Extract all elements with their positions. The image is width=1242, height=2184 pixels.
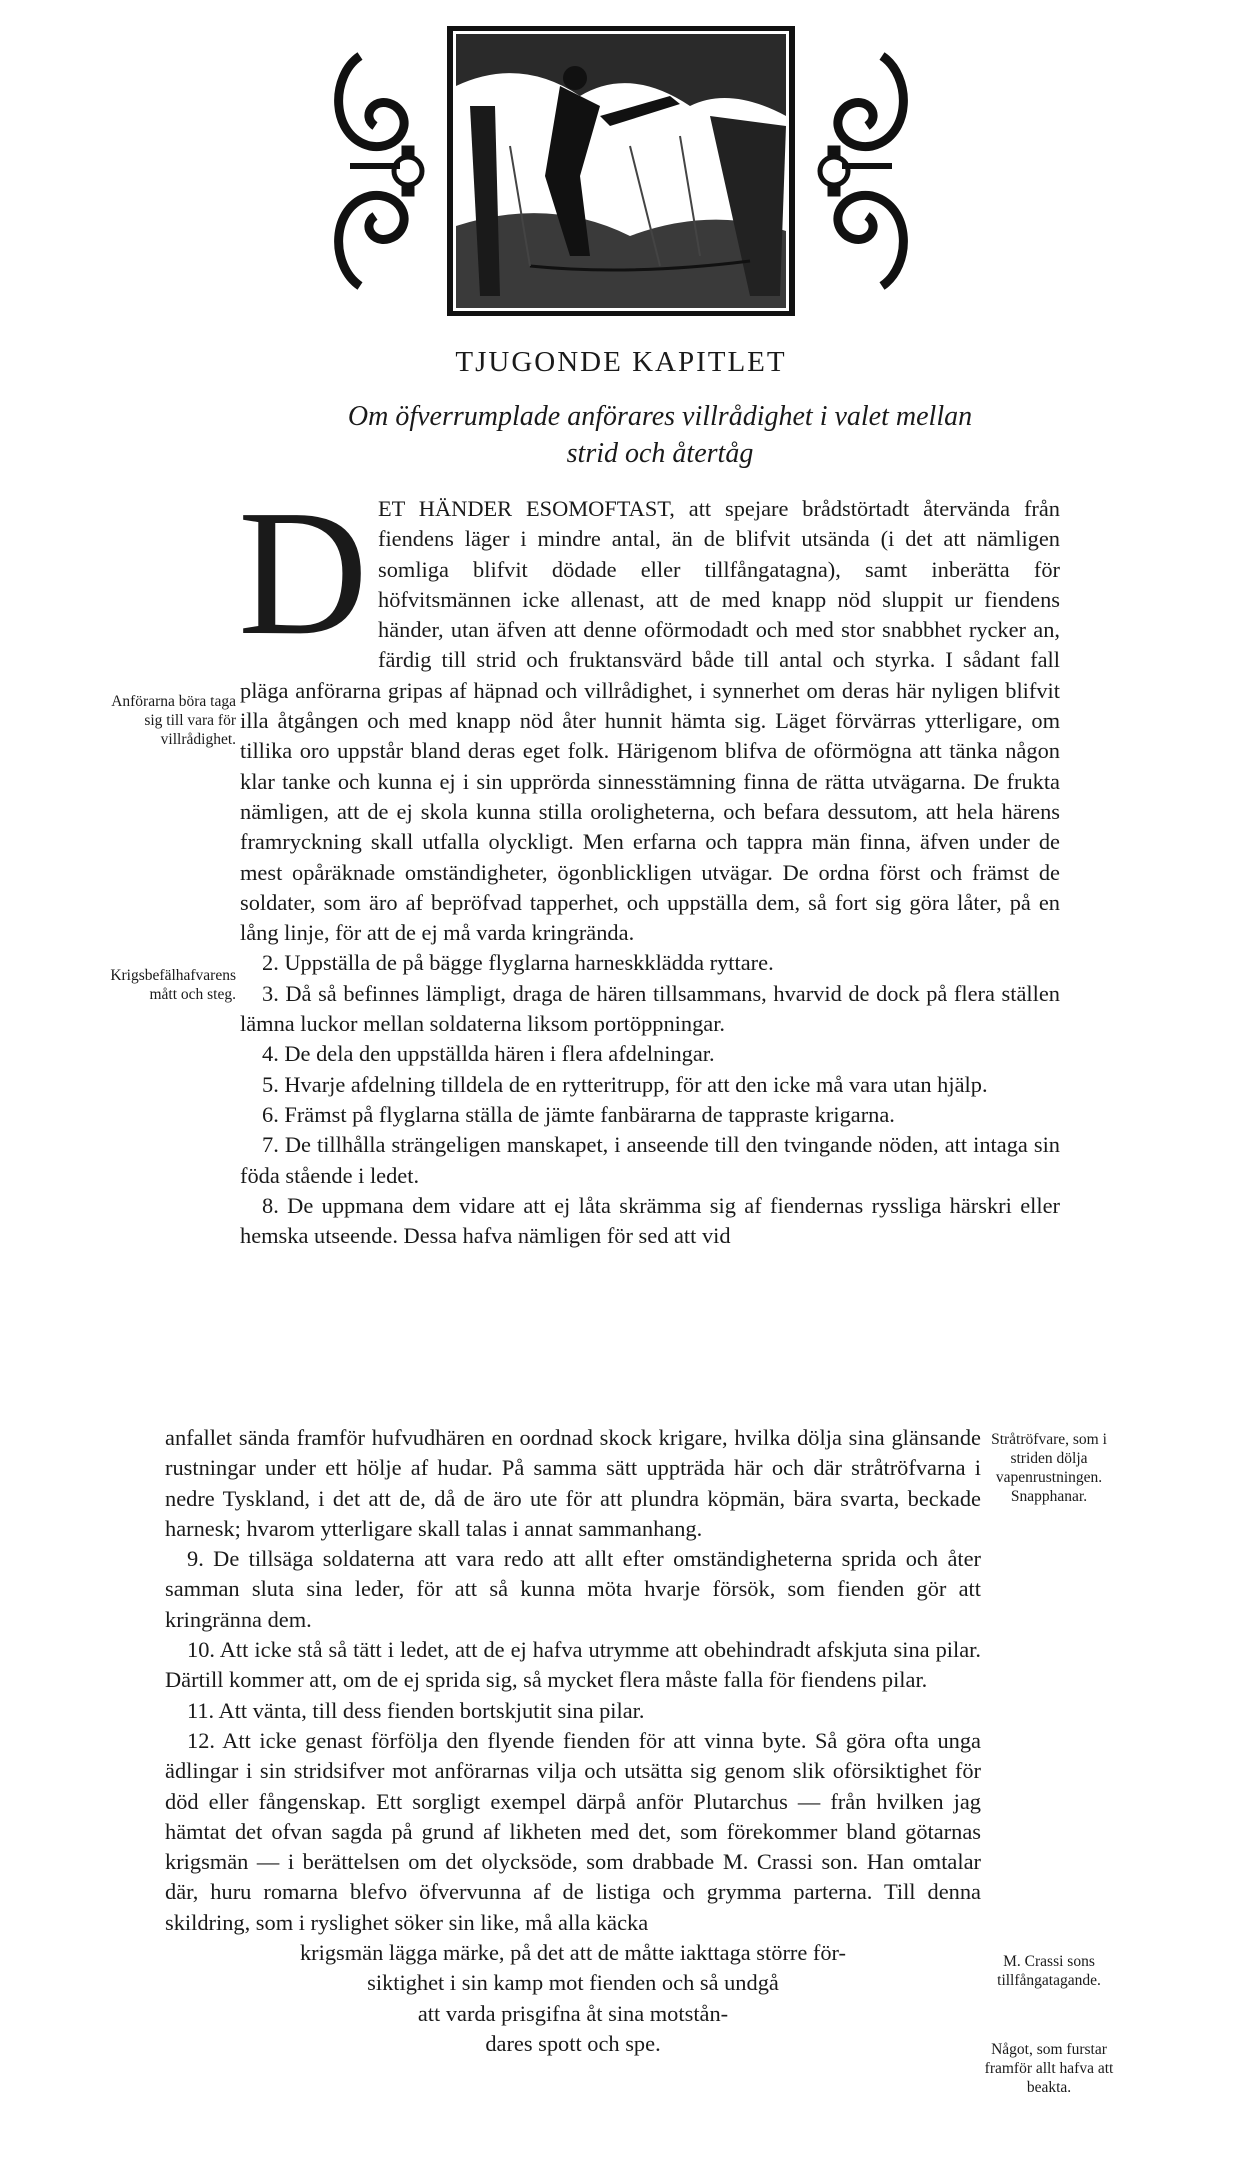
subtitle-line-1: Om öfverrumplade anförares villrådighet i valet mellan [347,401,973,432]
paragraph-11: 11. Att vänta, till dess fienden bortskjutit sina pilar. [187,1697,645,1723]
paragraph-8-continued: anfallet sända framför hufvudhären en oordnad skock krigare, hvilka dölja sina glänsande rustningar under ett hölje af hudar. På samma sätt uppträda här och där stråtröfvarna i nedre Tyskland, i det att de, då de äro ute för att plundra köpmän, bära svarta, beckade harnesk; hvarom ytterligare skall talas i annat sammanhang. [165,1425,981,1541]
paragraph-8: 8. De uppmana dem vidare att ej låta skrämma sig af fiendernas ryssliga härskri eller hemska utseende. Dessa hafva nämligen för sed att vid [240,1192,1060,1249]
chapter-subtitle [300,398,1020,472]
body-column-lower [165,1423,981,2059]
closing-line-2: siktighet i sin kamp mot fienden och så undgå [367,1970,779,1996]
left-ornament [339,56,422,286]
paragraph-10: 10. Att icke stå så tätt i ledet, att de ej hafva utrymme att obehindradt afskjuta sina pilar. Därtill kommer att, om de ej sprida sig, så mycket flera måste falla för fiendens pilar. [165,1637,981,1693]
margin-note-3: Stråtröfvare, som i striden dölja vapenrustningen. Snapphanar. [991,1431,1107,1505]
paragraph-12: 12. Att icke genast förfölja den flyende fienden för att vinna byte. Så göra ofta unga ädlingar i sin stridsifver mot anförarnas vilja och utsätta sig genom slik oförsiktighet för död eller fångenskap. Ett sorgligt exempel därpå anför Plutarchus — från hvilken jag hämtat det ofvan sagda på grund af likheten med det, som förekommer bland götarnas krigsmän — i berättelsen om det olycksöde, som drabbade M. Crassi son. Han omtalar där, huru romarna blefvo öfvervunna af de listiga och grymma parterna. Till denna skildring, som i ryslighet söker sin like, må alla käcka [165,1727,981,1935]
subtitle-line-2: strid och återtåg [566,438,754,469]
woodcut-scene [450,28,792,314]
closing-line-1: krigsmän lägga märke, på det att de måtte iakttaga större för- [299,1940,847,1966]
margin-note-4: M. Crassi sons tillfångatagande. [997,1953,1101,1989]
opening-text: ET HÄNDER ESOMOFTAST, att spejare brådstörtadt återvända från fiendens läger i mindre antal, än de blifvit utsända (i det att nämligen somliga blifvit dödade eller tillfångatagna), samt inberätta för höfvitsmännen icke allenast, att de med knapp nöd sluppit ur fiendens händer, utan äfven att denne oförmodadt och med stor snabbhet rycker an, färdig till strid och fruktansvärd både till antal och styrka. I sådant fall pläga anförarna gripas af häpnad och villrådighet, i synnerhet om deras här nyligen blifvit illa åtgången och med knapp nöd åter hunnit hämta sig. Läget förvärras ytterligare, om tillika oro uppstår bland deras eget folk. Härigenom blifva de oförmögna att tänka någon klar tanke och kunna ej i sin upprörda sinnesstämning finna de rätta utvägarna. De frukta nämligen, att de ej skola kunna stilla oroligheterna, och befara dessutom, att hela härens framryckning skall utfalla olyckligt. Men erfarna och tappra män finna, äfven under de mest opåräknade omständigheter, ögonblickligen utvägar. De ordna först och främst de soldater, som äro af bepröfvad tapperhet, och uppställa dem, så fort sig göra låter, på en lång linje, för att de ej må varda kringrända. [240,496,1060,946]
paragraph-3: 3. Då så befinnes lämpligt, draga de hären tillsammans, hvarvid de dock på flera ställen lämna luckor mellan soldaterna liksom portöppningar. [240,980,1060,1037]
closing-line-4: dares spott och spe. [485,2030,661,2056]
right-ornament [820,56,903,286]
margin-note-1: Anförarna böra taga sig till vara för villrådighet. [111,693,236,748]
woodcut-illustration [330,26,912,316]
paragraph-7: 7. De tillhålla strängeligen manskapet, i anseende till den tvingande nöden, att intaga sin föda stående i ledet. [240,1132,1060,1188]
paragraph-2: 2. Uppställa de på bägge flyglarna harneskklädda ryttare. [262,950,774,976]
paragraph-5: 5. Hvarje afdelning tilldela de en rytteritrupp, för att den icke må vara utan hjälp. [262,1071,988,1097]
drop-cap: D [238,473,368,672]
paragraph-9: 9. De tillsäga soldaterna att vara redo att allt efter omständigheterna sprida och åter samman sluta sina leder, för att så kunna möta hvarje försök, som fienden gör att kringränna dem. [165,1546,981,1632]
chapter-title: TJUGONDE KAPITLET [455,346,787,378]
closing-line-3: att varda prisgifna åt sina motstån- [417,2000,729,2026]
paragraph-6: 6. Främst på flyglarna ställa de jämte fanbärarna de tappraste krigarna. [262,1101,895,1127]
paragraph-4: 4. De dela den uppställda hären i flera afdelningar. [262,1041,715,1067]
margin-note-5: Något, som furstar framför allt hafva att beakta. [984,2041,1114,2096]
body-column-upper [238,473,1060,1251]
opening-paragraph [238,473,1060,948]
margin-note-2: Krigsbefälhafvarens mått och steg. [110,967,236,1003]
